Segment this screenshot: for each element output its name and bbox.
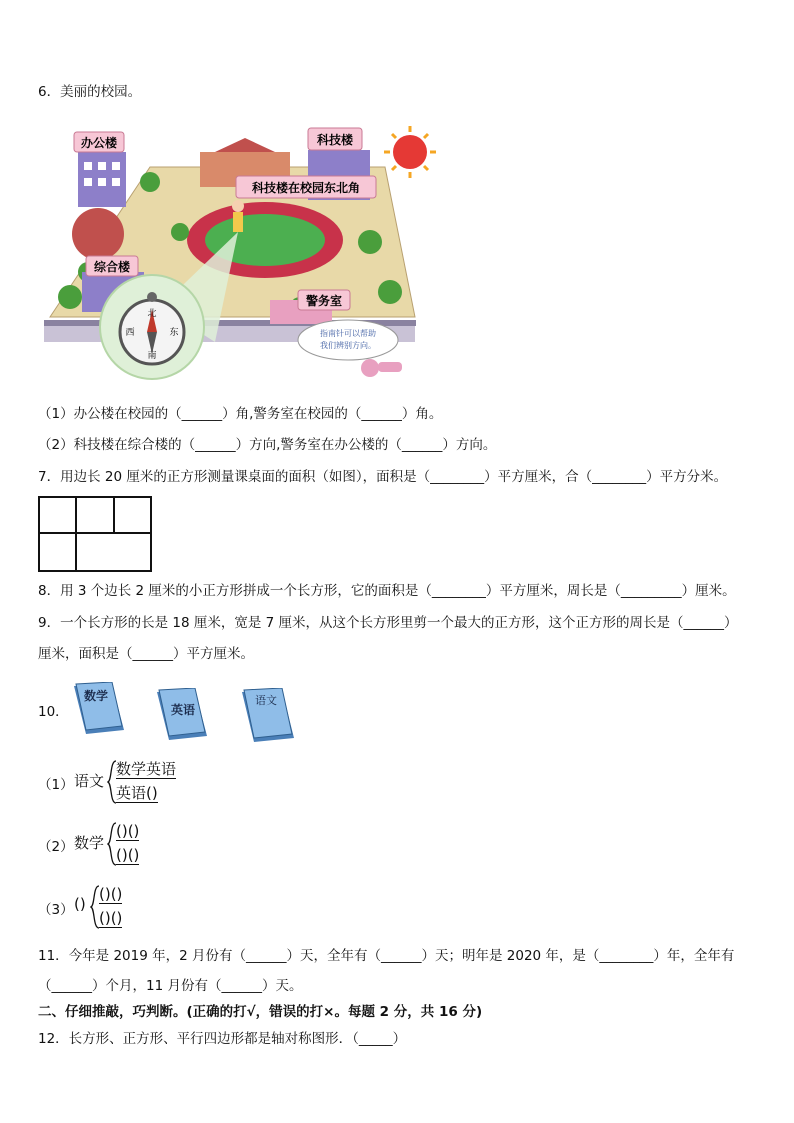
q9-line1: 9．一个长方形的长是 18 厘米，宽是 7 厘米，从这个长方形里剪一个最大的正方形，这个正方形的周长是（______） [38, 615, 738, 631]
svg-text:语文: 语文 [255, 694, 277, 707]
section2-heading: 二、仔细推敲，巧判断。(正确的打√，错误的打×。每题 2 分，共 16 分) [38, 1004, 483, 1020]
label-science: 科技楼 [316, 133, 354, 147]
q6-sub2: （2）科技楼在综合楼的（______）方向,警务室在办公楼的（______）方向。 [38, 437, 497, 453]
q10-sub2: （2） 数学 ()() ()() [38, 822, 140, 864]
desk-grid-figure [38, 496, 152, 572]
q6-title: 6．美丽的校园。 [38, 84, 142, 100]
compass-east: 东 [169, 328, 179, 338]
q10-sub3: （3） () ()() ()() [38, 885, 123, 927]
label-office: 办公楼 [80, 136, 118, 150]
svg-text:英语: 英语 [170, 703, 196, 717]
book-math-icon [72, 682, 128, 740]
q6-sub1: （1）办公楼在校园的（______）角,警务室在校园的（______）角。 [38, 406, 443, 422]
q10-number: 10． [38, 704, 69, 720]
speech-line2: 我们辨别方向。 [320, 341, 376, 350]
sun-icon [384, 126, 436, 178]
q10-sub1: （1） 语文 数学英语 英语() [38, 760, 177, 802]
q7-text: 7．用边长 20 厘米的正方形测量课桌面的面积（如图），面积是（________）平方厘米，合（________）平方分米。 [38, 469, 728, 485]
label-complex: 综合楼 [93, 260, 131, 274]
q11-line2: （______）个月，11 月份有（______）天。 [38, 978, 303, 994]
complex-building [72, 208, 124, 260]
book-chinese-icon [240, 688, 300, 746]
campus-illustration [40, 122, 440, 384]
book-english-icon [155, 688, 211, 744]
q12-text: 12．长方形、正方形、平行四边形都是轴对称图形．（_____） [38, 1031, 407, 1047]
label-guard: 警务室 [305, 294, 343, 308]
compass-west: 西 [125, 328, 135, 338]
q8-text: 8．用 3 个边长 2 厘米的小正方形拼成一个长方形，它的面积是（________）平方厘米，周长是（_________）厘米。 [38, 583, 736, 599]
q9-line2: 厘米，面积是（______）平方厘米。 [38, 646, 254, 662]
svg-text:数学: 数学 [83, 689, 109, 703]
speech-line1: 指南针可以帮助 [320, 329, 376, 338]
label-science-note: 科技楼在校园东北角 [251, 181, 361, 195]
compass-south: 南 [147, 351, 157, 361]
compass-north: 北 [147, 309, 157, 319]
q11-line1: 11．今年是 2019 年，2 月份有（______）天，全年有（______）天；明年是 2020 年，是（________）年，全年有 [38, 948, 735, 964]
